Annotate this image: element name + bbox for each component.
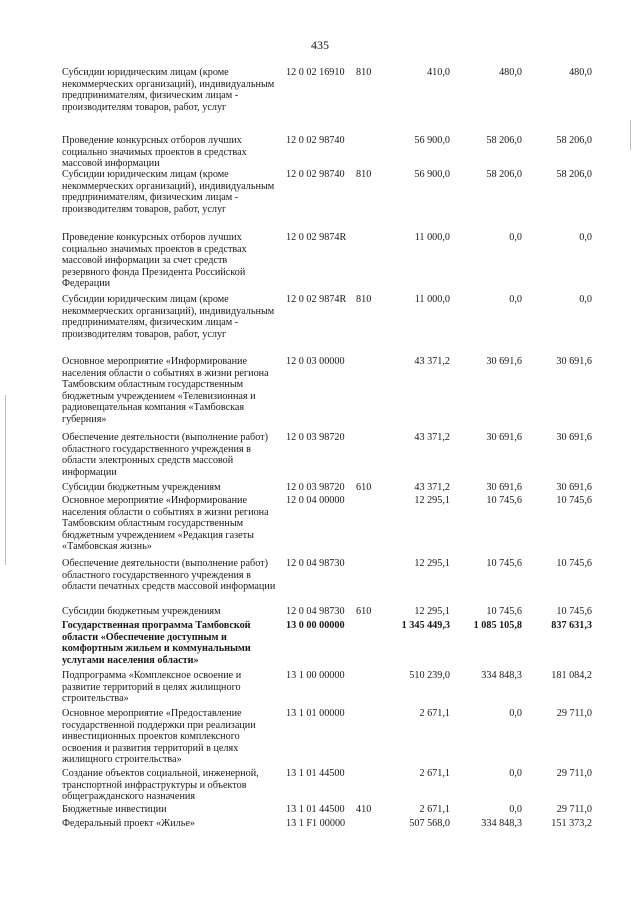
row-code: 12 0 04 98730	[286, 558, 345, 569]
row-value-1: 12 295,1	[414, 558, 450, 569]
row-value-1: 2 671,1	[419, 804, 450, 815]
row-name: Основное мероприятие «Информирование населения области о событиях в жизни региона Тамбовским областным государственным бюджетным учреждением «Телевизионная и радиовещательная компания «Тамбовская губерния»	[62, 356, 269, 425]
row-name: Субсидии бюджетным учреждениям	[62, 482, 221, 493]
row-name: Бюджетные инвестиции	[62, 804, 167, 815]
row-value-2: 0,0	[509, 708, 522, 719]
row-value-1: 1 345 449,3	[401, 620, 450, 631]
row-value-3: 29 711,0	[556, 804, 592, 815]
row-name: Основное мероприятие «Предоставление государственной поддержки при реализации инвестиционных проектов комплексного освоения и развития территорий в целях жилищного строительства»	[62, 708, 256, 766]
row-name: Субсидии бюджетным учреждениям	[62, 606, 221, 617]
table-row	[0, 670, 640, 708]
table-row	[0, 169, 640, 232]
row-code: 12 0 03 98720	[286, 432, 345, 443]
row-value-3: 10 745,6	[556, 606, 592, 617]
row-value-3: 29 711,0	[556, 768, 592, 779]
row-value-1: 12 295,1	[414, 606, 450, 617]
row-code: 12 0 04 98730	[286, 606, 345, 617]
table-row	[0, 768, 640, 804]
row-value-1: 507 568,0	[409, 818, 450, 829]
row-vr: 410	[356, 804, 372, 815]
row-code: 13 1 01 44500	[286, 768, 345, 779]
row-code: 12 0 02 9874R	[286, 294, 347, 305]
row-value-3: 151 373,2	[551, 818, 592, 829]
table-row-program	[0, 620, 640, 670]
row-name: Создание объектов социальной, инженерной, транспортной инфраструктуры и объектов общегражданского назначения	[62, 768, 259, 803]
row-name: Субсидии юридическим лицам (кроме некоммерческих организаций), индивидуальным предпринимателям, физическим лицам - производителям товаров, работ, услуг	[62, 67, 275, 113]
row-value-1: 43 371,2	[414, 356, 450, 367]
row-code: 13 1 01 44500	[286, 804, 345, 815]
row-value-2: 1 085 105,8	[473, 620, 522, 631]
row-value-3: 837 631,3	[551, 620, 592, 631]
table-row	[0, 708, 640, 768]
row-value-1: 43 371,2	[414, 482, 450, 493]
table-row	[0, 606, 640, 620]
row-value-1: 12 295,1	[414, 495, 450, 506]
row-value-2: 0,0	[509, 804, 522, 815]
row-value-2: 30 691,6	[486, 432, 522, 443]
row-value-1: 11 000,0	[414, 232, 450, 243]
row-code: 12 0 03 00000	[286, 356, 345, 367]
row-name: Основное мероприятие «Информирование населения области о событиях в жизни региона Тамбовским областным государственным бюджетным учреждением «Редакция газеты «Тамбовская жизнь»	[62, 495, 269, 553]
row-value-1: 510 239,0	[409, 670, 450, 681]
table-row	[0, 558, 640, 606]
row-value-2: 30 691,6	[486, 482, 522, 493]
row-code: 12 0 02 98740	[286, 135, 345, 146]
row-vr: 810	[356, 294, 372, 305]
row-value-2: 334 848,3	[481, 818, 522, 829]
row-value-2: 0,0	[509, 294, 522, 305]
row-value-3: 29 711,0	[556, 708, 592, 719]
row-value-2: 10 745,6	[486, 606, 522, 617]
row-code: 12 0 02 9874R	[286, 232, 347, 243]
table-row	[0, 135, 640, 169]
page-number: 435	[311, 38, 329, 52]
row-vr: 610	[356, 606, 372, 617]
table-row	[0, 294, 640, 356]
row-value-2: 334 848,3	[481, 670, 522, 681]
row-value-3: 10 745,6	[556, 558, 592, 569]
row-code: 12 0 03 98720	[286, 482, 345, 493]
row-name: Проведение конкурсных отборов лучших социально значимых проектов в средствах массовой информации	[62, 135, 247, 170]
row-value-1: 2 671,1	[419, 768, 450, 779]
row-value-2: 10 745,6	[486, 558, 522, 569]
row-name: Обеспечение деятельности (выполнение работ) областного государственного учреждения в области печатных средств массовой информации	[62, 558, 276, 593]
row-value-2: 480,0	[499, 67, 522, 78]
table-row	[0, 482, 640, 495]
row-name: Подпрограмма «Комплексное освоение и развитие территорий в целях жилищного строительства»	[62, 670, 242, 705]
row-name: Федеральный проект «Жилье»	[62, 818, 195, 829]
row-name: Обеспечение деятельности (выполнение работ) областного государственного учреждения в области электронных средств массовой информации	[62, 432, 268, 478]
row-value-1: 2 671,1	[419, 708, 450, 719]
row-value-2: 30 691,6	[486, 356, 522, 367]
row-value-2: 10 745,6	[486, 495, 522, 506]
row-value-1: 410,0	[427, 67, 450, 78]
row-value-1: 11 000,0	[414, 294, 450, 305]
table-row	[0, 495, 640, 558]
table-row	[0, 232, 640, 294]
row-value-3: 58 206,0	[556, 135, 592, 146]
row-code: 13 1 00 00000	[286, 670, 345, 681]
row-name: Проведение конкурсных отборов лучших социально значимых проектов в средствах массовой информации за счет средств резервного фонда Президента Российской Федерации	[62, 232, 247, 290]
row-vr: 610	[356, 482, 372, 493]
row-code: 12 0 02 98740	[286, 169, 345, 180]
row-value-2: 0,0	[509, 768, 522, 779]
table-row	[0, 432, 640, 482]
row-code: 13 0 00 00000	[286, 620, 345, 631]
table-row	[0, 356, 640, 432]
row-value-3: 10 745,6	[556, 495, 592, 506]
row-code: 13 1 F1 00000	[286, 818, 346, 829]
row-code: 13 1 01 00000	[286, 708, 345, 719]
row-vr: 810	[356, 169, 372, 180]
row-value-3: 30 691,6	[556, 356, 592, 367]
row-code: 12 0 04 00000	[286, 495, 345, 506]
row-name: Субсидии юридическим лицам (кроме некоммерческих организаций), индивидуальным предпринимателям, физическим лицам - производителям товаров, работ, услуг	[62, 169, 275, 215]
table-row	[0, 67, 640, 135]
table-row	[0, 804, 640, 818]
budget-table	[0, 67, 640, 832]
table-row	[0, 818, 640, 832]
row-value-3: 181 084,2	[551, 670, 592, 681]
row-value-3: 0,0	[579, 294, 592, 305]
row-value-1: 43 371,2	[414, 432, 450, 443]
row-name: Государственная программа Тамбовской области «Обеспечение доступным и комфортным жильем и коммунальными услугами населения области»	[62, 620, 251, 666]
row-value-1: 56 900,0	[414, 169, 450, 180]
row-value-2: 58 206,0	[486, 169, 522, 180]
row-value-2: 0,0	[509, 232, 522, 243]
row-value-3: 30 691,6	[556, 482, 592, 493]
row-value-1: 56 900,0	[414, 135, 450, 146]
row-value-3: 480,0	[569, 67, 592, 78]
row-code: 12 0 02 16910	[286, 67, 345, 78]
row-vr: 810	[356, 67, 372, 78]
row-value-3: 0,0	[579, 232, 592, 243]
row-value-3: 30 691,6	[556, 432, 592, 443]
row-value-2: 58 206,0	[486, 135, 522, 146]
row-value-3: 58 206,0	[556, 169, 592, 180]
row-name: Субсидии юридическим лицам (кроме некоммерческих организаций), индивидуальным предпринимателям, физическим лицам - производителям товаров, работ, услуг	[62, 294, 275, 340]
